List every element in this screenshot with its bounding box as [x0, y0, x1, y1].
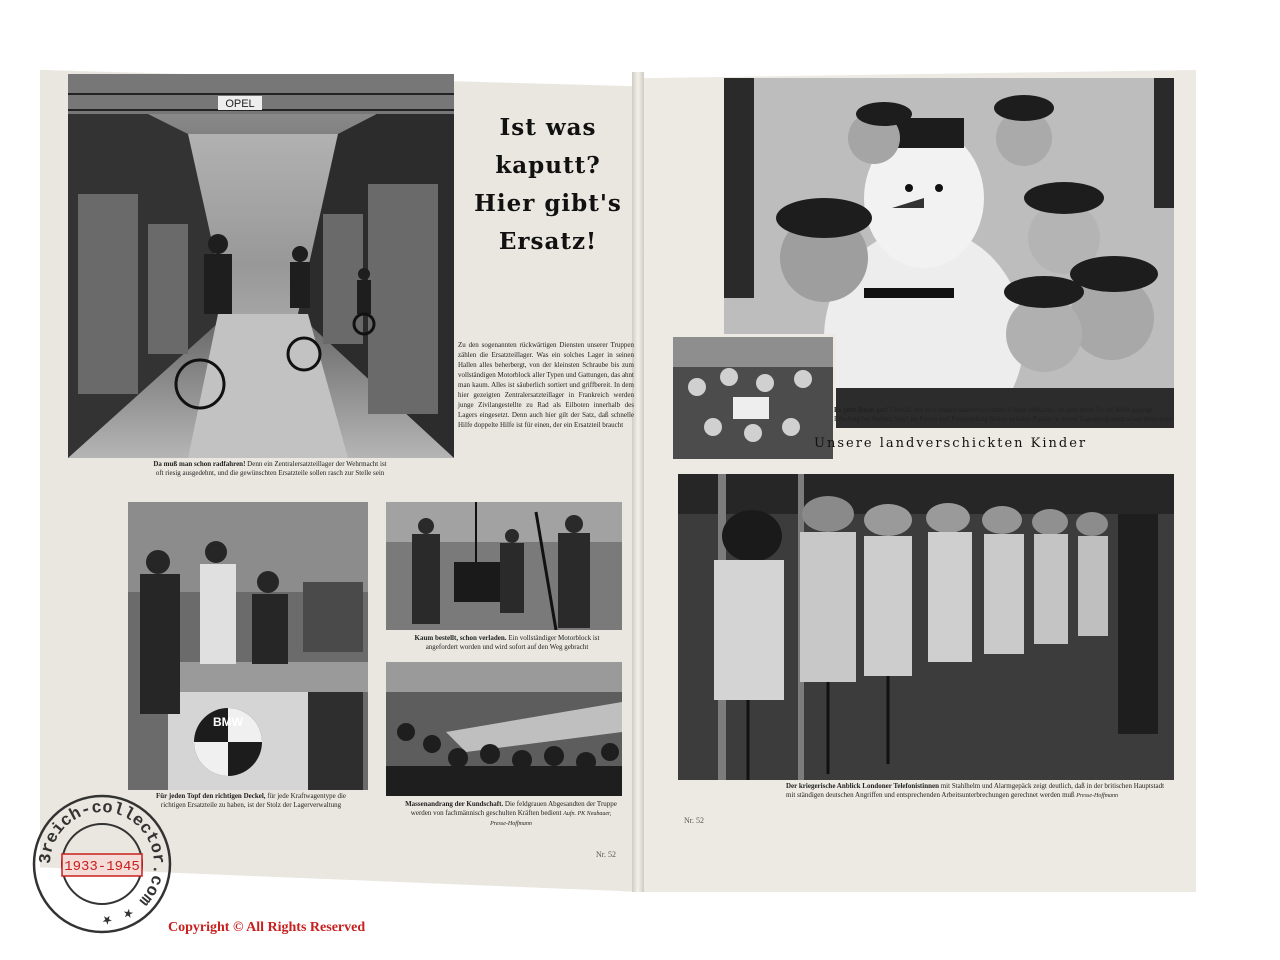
bmw-caption-bold: Für jeden Topf den richtigen Deckel, [156, 792, 266, 800]
headline-line-1: Ist was [499, 114, 597, 141]
crowd-credit: Aufn. PK Neubauer, Presse-Hoffmann [490, 811, 612, 827]
warehouse-cyclists-photo [68, 74, 454, 458]
headline-line-4: Ersatz! [498, 228, 598, 255]
children-caption-bold: Es geht ihnen gut! [834, 406, 889, 414]
right-page-number: Nr. 52 [684, 816, 704, 825]
bmw-caption [156, 792, 346, 810]
section-title: Unsere landverschickten Kinder [814, 436, 1088, 451]
telephonists-illustration [678, 474, 1174, 780]
customer-crowd-photo [386, 662, 622, 796]
telephonists-photo [678, 474, 1174, 780]
engine-loading-illustration [386, 502, 622, 630]
stamp-years: 1933-1945 [64, 859, 140, 875]
telephonists-caption-text: mit Stahlhelm und Alarmgepäck zeigt deutlich, daß in der britischen Hauptstadt mit ständigen deutschen Angriffen und entsprechenden Arbeitsunterbrechungen gerechnet werden muß [786, 782, 1165, 799]
crowd-caption [404, 800, 618, 829]
children-parcels-illustration [673, 337, 833, 459]
telephonists-credit: Presse-Hoffmann [1076, 793, 1119, 799]
bmw-logo-text: BMW [213, 715, 243, 729]
article-body: Zu den sogenannten rückwärtigen Diensten unserer Truppen zählen die Ersatzteillager. Was ein solches Lager in seinen Hallen alles beherbergt, von der kleinsten Schraube bis zum vollständigen Motorblock aller Typen und Gattungen, das ahnt man kaum. Alles ist säuberlich sortiert und griffbereit. In dem hier gezeigten Zentralersatzteillager in Frankreich werden junge Zivilangestellte zu Rad als Eilboten innerhalb des Lagers eingesetzt. Denn auch hier gilt der Satz, daß schnelle Hilfe doppelte Hilfe ist für einen, der ein Ersatzteil braucht [458, 341, 634, 429]
customer-crowd-illustration [386, 662, 622, 796]
engine-caption [402, 634, 612, 652]
telephonists-caption-bold: Der kriegerische Anblick Londoner Telefonistinnen [786, 782, 939, 790]
warehouse-caption [150, 460, 390, 478]
children-credit: Scherl-Bilderdienst [1126, 417, 1173, 423]
page-gutter [632, 72, 644, 892]
svg-text:3reich-collector.com ★ ★: 3reich-collector.com ★ ★ [36, 798, 168, 930]
bmw-caption-text: für jede Kraftwagentype die richtigen Ersatzteile zu haben, ist der Stolz der Lagerverwaltung [160, 792, 347, 809]
children-parcels-photo [670, 334, 836, 462]
headline-line-2: kaputt? [495, 152, 601, 179]
stamp-seal-icon [28, 790, 176, 938]
warehouse-caption-text: Denn ein Zentralersatzteillager der Wehrmacht ist oft riesig ausgedehnt, und die gewünschten Ersatzteile sollen rasch zur Stelle sein [155, 460, 387, 477]
left-page-number: Nr. 52 [596, 850, 616, 859]
engine-caption-bold: Kaum bestellt, schon verladen. [414, 634, 507, 642]
bmw-counter-illustration [128, 502, 368, 790]
engine-loading-photo [386, 502, 622, 630]
opel-sign: OPEL [225, 98, 255, 110]
crowd-caption-bold: Massenandrang der Kundschaft. [405, 800, 504, 808]
bmw-counter-photo [128, 502, 368, 790]
children-caption-text: Überall, wo sich unsere landverschickten Kinder aufhalten, ist aufs beste für ihr Wohl gesorgt. Erholung bei frohem Spiel im Freien und Postempfang bilden beliebte Punkte in ihrem Tagesprogramm [834, 406, 1154, 423]
crowd-caption-text: Die feldgrauen Abgesandten der Truppe werden von fachmännisch geschulten Kräften bedient [410, 800, 617, 817]
article-headline [468, 112, 628, 264]
copyright-notice: Copyright © All Rights Reserved [168, 920, 366, 935]
collector-stamp [28, 790, 176, 938]
telephonists-caption [786, 782, 1166, 801]
warehouse-illustration [68, 74, 454, 458]
children-caption [834, 406, 1174, 425]
headline-line-3: Hier gibt's [474, 190, 622, 217]
warehouse-caption-bold: Da muß man schon radfahren! [153, 460, 246, 468]
engine-caption-text: Ein vollständiger Motorblock ist angefordert worden und wird sofort auf den Weg gebracht [425, 634, 600, 651]
